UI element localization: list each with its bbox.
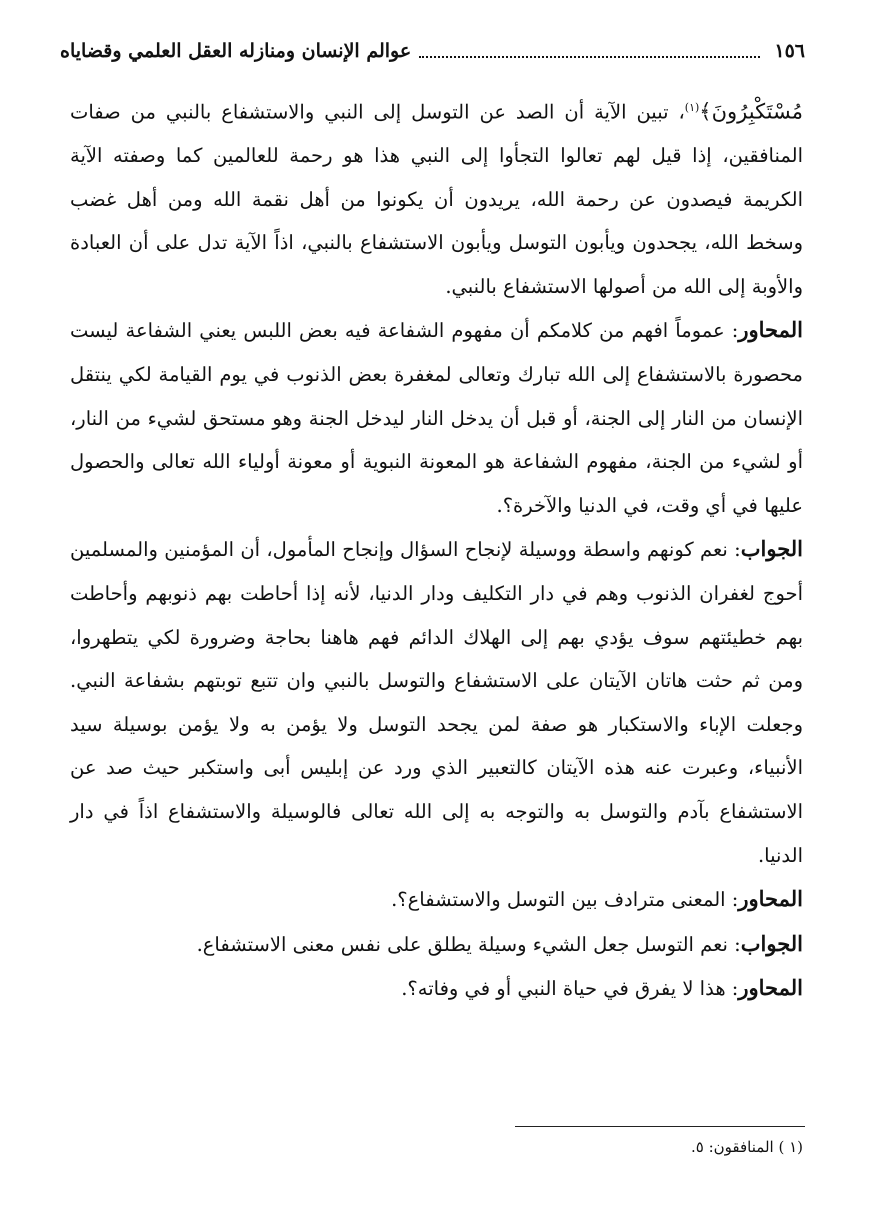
dialogue-paragraph	[70, 877, 803, 922]
paragraph-text: : هذا لا يفرق في حياة النبي أو في وفاته؟.	[401, 977, 739, 1001]
header-leader-dots	[419, 56, 760, 58]
speaker-label: الجواب	[740, 930, 803, 956]
dialogue-paragraph	[70, 966, 803, 1011]
speaker-label: الجواب	[740, 536, 803, 562]
paragraph-text: ، تبين الآية أن الصد عن التوسل إلى النبي والاستشفاع بالنبي من صفات المنافقين، إذا قيل لهم تعالوا التجأوا إلى النبي هذا هو رحمة للعالمين كما وصفته الآية الكريمة فيصدون عن رحمة الله، يريدون أن يكونوا من أهل نقمة الله ومن أهل غضب وسخط الله، يجحدون ويأبون التوسل ويأبون الاستشفاع بالنبي، اذاً الآية تدل على أن العبادة والأوبة إلى الله من أصولها الاستشفاع بالنبي.	[70, 100, 804, 298]
paragraph	[70, 86, 803, 308]
speaker-label: المحاور	[738, 886, 803, 912]
dialogue-paragraph	[70, 308, 803, 527]
footnote-reference: (١)	[684, 101, 700, 114]
paragraph-text: : نعم كونهم واسطة ووسيلة لإنجاح السؤال وإنجاح المأمول، أن المؤمنين والمسلمين أحوج لغفران الذنوب وهم في دار التكليف ودار الدنيا، لأنه إذا أحاطت بهم ذنوبهم وأحاطت بهم خطيئتهم سوف يؤدي بهم إلى الهلاك الدائم فهم هاهنا بحاجة وضرورة لكي يتطهروا، ومن ثم حثت هاتان الآيتان على الاستشفاع والتوسل بالنبي وان تتبع توبتهم بشفاعة النبي. وجعلت الإباء والاستكبار هو صفة لمن يجحد التوسل ولا يؤمن به ولا يؤمن بوسيلة سيد الأنبياء، وعبرت عنه هذه الآيتان كالتعبير الذي ورد عن إبليس أبى واستكبر حيث صد عن الاستشفاع بآدم والتوسل به والتوجه به إلى الله تعالى فالوسيلة والاستشفاع اذاً في دار الدنيا.	[70, 538, 803, 867]
paragraph-text: : نعم التوسل جعل الشيء وسيلة يطلق على نفس معنى الاستشفاع.	[196, 932, 741, 956]
page-header	[60, 34, 805, 68]
dialogue-paragraph	[70, 922, 803, 967]
book-title: عوالم الإنسان ومنازله العقل العلمي وقضاياه	[60, 40, 412, 62]
speaker-label: المحاور	[738, 317, 803, 343]
quran-verse-ending: مُسْتَكْبِرُونَ﴾	[699, 99, 803, 124]
paragraph-text: : المعنى مترادف بين التوسل والاستشفاع؟.	[391, 888, 739, 912]
footnote: (١ ) المنافقون: ٥.	[690, 1138, 803, 1156]
speaker-label: المحاور	[738, 975, 803, 1001]
dialogue-paragraph	[70, 527, 803, 877]
paragraph-text: : عموماً افهم من كلامكم أن مفهوم الشفاعة فيه بعض اللبس يعني الشفاعة ليست محصورة بالاستشفاع إلى الله تبارك وتعالى لمغفرة بعض الذنوب في يوم القيامة لكي ينتقل الإنسان من النار إلى الجنة، أو قبل أن يدخل النار ليدخل الجنة وهو مستحق لشيء من النار، أو لشيء من الجنة، مفهوم الشفاعة هو المعونة النبوية أو معونة أولياء الله تعالى والحصول عليها في أي وقت، في الدنيا والآخرة؟.	[70, 319, 803, 517]
page-number: ١٥٦	[774, 40, 805, 62]
page-body	[70, 86, 803, 1011]
footnote-divider	[515, 1126, 805, 1127]
